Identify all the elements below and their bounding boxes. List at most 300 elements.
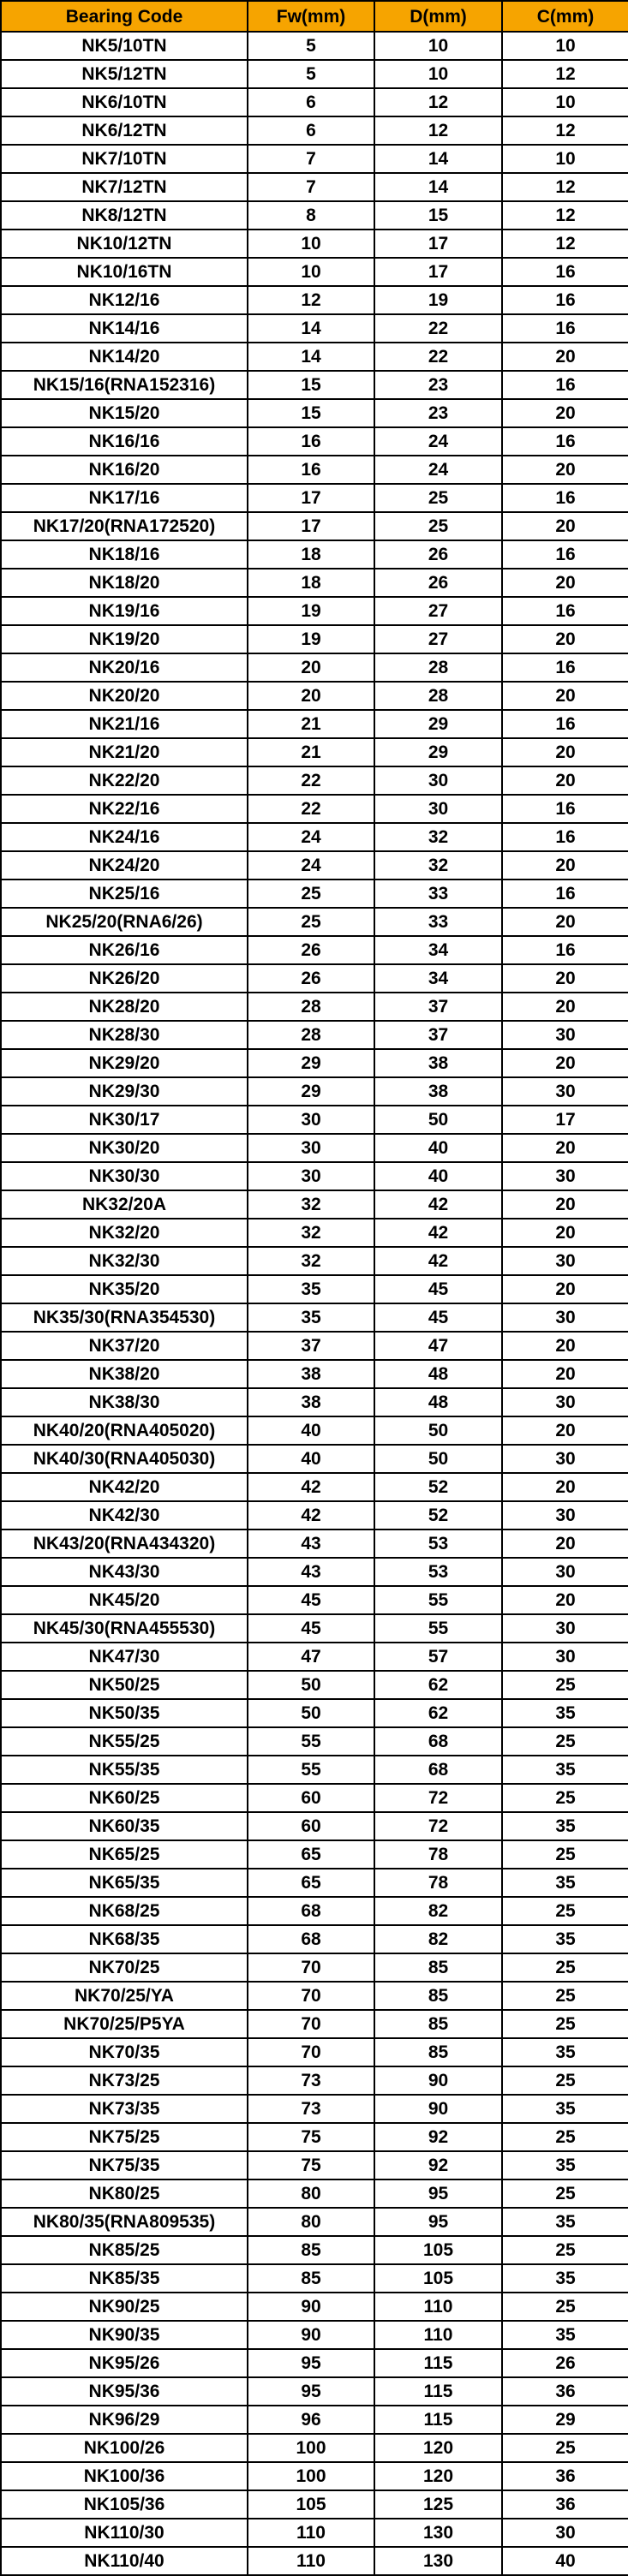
table-row (1, 682, 628, 710)
table-row (1, 2321, 628, 2349)
cell-c: 20 (502, 1049, 628, 1077)
cell-c: 20 (502, 399, 628, 427)
cell-fw: 15 (248, 399, 374, 427)
cell-d: 78 (374, 1840, 502, 1869)
table-row (1, 258, 628, 286)
cell-d: 62 (374, 1671, 502, 1699)
cell-bearing-code: NK55/25 (1, 1727, 248, 1756)
table-row (1, 1558, 628, 1586)
cell-fw: 80 (248, 2179, 374, 2208)
cell-c: 12 (502, 116, 628, 145)
table-row (1, 371, 628, 399)
table-row (1, 1727, 628, 1756)
cell-d: 33 (374, 908, 502, 936)
cell-bearing-code: NK10/12TN (1, 230, 248, 258)
cell-bearing-code: NK17/16 (1, 484, 248, 512)
cell-fw: 19 (248, 597, 374, 625)
table-row (1, 399, 628, 427)
cell-fw: 40 (248, 1416, 374, 1445)
table-row (1, 1388, 628, 1416)
cell-c: 25 (502, 2179, 628, 2208)
cell-bearing-code: NK105/36 (1, 2490, 248, 2519)
cell-c: 30 (502, 1558, 628, 1586)
cell-d: 34 (374, 936, 502, 964)
cell-d: 85 (374, 2010, 502, 2038)
cell-d: 90 (374, 2066, 502, 2095)
cell-c: 16 (502, 286, 628, 314)
cell-d: 115 (374, 2406, 502, 2434)
cell-fw: 14 (248, 314, 374, 343)
cell-c: 20 (502, 1416, 628, 1445)
table-row (1, 1953, 628, 1982)
cell-fw: 6 (248, 116, 374, 145)
cell-c: 16 (502, 258, 628, 286)
cell-fw: 95 (248, 2349, 374, 2377)
cell-d: 24 (374, 456, 502, 484)
cell-d: 14 (374, 145, 502, 173)
cell-c: 30 (502, 1077, 628, 1106)
cell-d: 130 (374, 2547, 502, 2575)
cell-c: 35 (502, 1869, 628, 1897)
table-row (1, 484, 628, 512)
cell-c: 25 (502, 2123, 628, 2151)
table-row (1, 1077, 628, 1106)
cell-c: 20 (502, 851, 628, 880)
cell-fw: 42 (248, 1473, 374, 1501)
cell-d: 130 (374, 2519, 502, 2547)
cell-bearing-code: NK73/25 (1, 2066, 248, 2095)
cell-bearing-code: NK65/35 (1, 1869, 248, 1897)
cell-c: 35 (502, 1699, 628, 1727)
cell-bearing-code: NK30/20 (1, 1134, 248, 1162)
cell-fw: 6 (248, 88, 374, 116)
cell-d: 120 (374, 2462, 502, 2490)
cell-d: 24 (374, 427, 502, 456)
cell-c: 30 (502, 1162, 628, 1190)
table-row (1, 1416, 628, 1445)
cell-c: 20 (502, 625, 628, 653)
table-row (1, 2066, 628, 2095)
table-row (1, 1812, 628, 1840)
table-row (1, 88, 628, 116)
cell-bearing-code: NK60/35 (1, 1812, 248, 1840)
table-row (1, 1699, 628, 1727)
table-row (1, 1614, 628, 1643)
cell-d: 40 (374, 1134, 502, 1162)
cell-d: 78 (374, 1869, 502, 1897)
cell-d: 48 (374, 1360, 502, 1388)
cell-d: 52 (374, 1501, 502, 1530)
table-header (1, 1, 628, 32)
cell-d: 95 (374, 2208, 502, 2236)
table-row (1, 145, 628, 173)
cell-d: 92 (374, 2151, 502, 2179)
cell-fw: 20 (248, 653, 374, 682)
cell-fw: 25 (248, 908, 374, 936)
cell-fw: 16 (248, 456, 374, 484)
cell-fw: 28 (248, 1021, 374, 1049)
table-row (1, 2264, 628, 2293)
cell-fw: 17 (248, 512, 374, 540)
cell-bearing-code: NK95/36 (1, 2377, 248, 2406)
cell-c: 16 (502, 710, 628, 738)
cell-d: 50 (374, 1106, 502, 1134)
cell-fw: 100 (248, 2462, 374, 2490)
cell-d: 42 (374, 1247, 502, 1275)
cell-fw: 8 (248, 201, 374, 230)
cell-bearing-code: NK25/16 (1, 880, 248, 908)
cell-d: 72 (374, 1784, 502, 1812)
cell-d: 40 (374, 1162, 502, 1190)
cell-fw: 42 (248, 1501, 374, 1530)
cell-fw: 38 (248, 1388, 374, 1416)
cell-fw: 43 (248, 1530, 374, 1558)
table-row (1, 230, 628, 258)
cell-fw: 95 (248, 2377, 374, 2406)
cell-d: 37 (374, 1021, 502, 1049)
cell-bearing-code: NK42/30 (1, 1501, 248, 1530)
cell-c: 30 (502, 1445, 628, 1473)
cell-bearing-code: NK73/35 (1, 2095, 248, 2123)
cell-d: 68 (374, 1756, 502, 1784)
cell-c: 36 (502, 2377, 628, 2406)
cell-c: 25 (502, 2066, 628, 2095)
table-row (1, 738, 628, 766)
table-row (1, 795, 628, 823)
cell-bearing-code: NK100/36 (1, 2462, 248, 2490)
table-row (1, 2547, 628, 2575)
cell-d: 32 (374, 823, 502, 851)
cell-c: 20 (502, 1360, 628, 1388)
cell-c: 16 (502, 427, 628, 456)
cell-c: 20 (502, 993, 628, 1021)
cell-fw: 32 (248, 1219, 374, 1247)
cell-bearing-code: NK20/16 (1, 653, 248, 682)
cell-bearing-code: NK37/20 (1, 1332, 248, 1360)
cell-d: 26 (374, 540, 502, 569)
table-row (1, 908, 628, 936)
cell-d: 28 (374, 682, 502, 710)
cell-c: 25 (502, 1982, 628, 2010)
cell-bearing-code: NK15/16(RNA152316) (1, 371, 248, 399)
cell-c: 30 (502, 1303, 628, 1332)
cell-c: 20 (502, 1473, 628, 1501)
cell-bearing-code: NK10/16TN (1, 258, 248, 286)
cell-d: 30 (374, 766, 502, 795)
table-row (1, 993, 628, 1021)
table-row (1, 201, 628, 230)
table-row (1, 880, 628, 908)
cell-d: 14 (374, 173, 502, 201)
cell-c: 20 (502, 964, 628, 993)
cell-fw: 35 (248, 1303, 374, 1332)
cell-c: 30 (502, 2519, 628, 2547)
cell-bearing-code: NK85/25 (1, 2236, 248, 2264)
cell-fw: 60 (248, 1812, 374, 1840)
cell-c: 20 (502, 738, 628, 766)
cell-fw: 70 (248, 1982, 374, 2010)
table-row (1, 2462, 628, 2490)
cell-c: 35 (502, 1925, 628, 1953)
cell-bearing-code: NK35/20 (1, 1275, 248, 1303)
cell-bearing-code: NK19/20 (1, 625, 248, 653)
cell-c: 36 (502, 2490, 628, 2519)
cell-fw: 50 (248, 1699, 374, 1727)
cell-fw: 18 (248, 569, 374, 597)
table-row (1, 2095, 628, 2123)
cell-d: 33 (374, 880, 502, 908)
cell-fw: 50 (248, 1671, 374, 1699)
table-row (1, 1530, 628, 1558)
table-row (1, 2519, 628, 2547)
cell-bearing-code: NK68/35 (1, 1925, 248, 1953)
cell-c: 30 (502, 1643, 628, 1671)
cell-bearing-code: NK30/17 (1, 1106, 248, 1134)
table-row (1, 1445, 628, 1473)
cell-bearing-code: NK21/16 (1, 710, 248, 738)
cell-d: 15 (374, 201, 502, 230)
cell-bearing-code: NK38/20 (1, 1360, 248, 1388)
cell-bearing-code: NK28/30 (1, 1021, 248, 1049)
cell-d: 38 (374, 1077, 502, 1106)
cell-d: 82 (374, 1925, 502, 1953)
cell-fw: 22 (248, 795, 374, 823)
cell-bearing-code: NK90/25 (1, 2293, 248, 2321)
cell-bearing-code: NK7/10TN (1, 145, 248, 173)
cell-bearing-code: NK50/25 (1, 1671, 248, 1699)
cell-d: 27 (374, 597, 502, 625)
cell-d: 34 (374, 964, 502, 993)
cell-bearing-code: NK40/20(RNA405020) (1, 1416, 248, 1445)
cell-fw: 29 (248, 1077, 374, 1106)
table-row (1, 1840, 628, 1869)
cell-fw: 90 (248, 2293, 374, 2321)
cell-c: 25 (502, 2010, 628, 2038)
cell-c: 20 (502, 1275, 628, 1303)
cell-d: 29 (374, 738, 502, 766)
cell-fw: 110 (248, 2519, 374, 2547)
cell-bearing-code: NK38/30 (1, 1388, 248, 1416)
cell-bearing-code: NK5/12TN (1, 60, 248, 88)
cell-fw: 110 (248, 2547, 374, 2575)
table-row (1, 60, 628, 88)
cell-fw: 70 (248, 1953, 374, 1982)
cell-d: 85 (374, 1953, 502, 1982)
cell-bearing-code: NK45/20 (1, 1586, 248, 1614)
cell-c: 10 (502, 88, 628, 116)
cell-bearing-code: NK8/12TN (1, 201, 248, 230)
cell-fw: 15 (248, 371, 374, 399)
cell-bearing-code: NK47/30 (1, 1643, 248, 1671)
table-row (1, 1162, 628, 1190)
cell-d: 22 (374, 343, 502, 371)
cell-bearing-code: NK75/25 (1, 2123, 248, 2151)
cell-d: 38 (374, 1049, 502, 1077)
cell-c: 25 (502, 1671, 628, 1699)
cell-fw: 38 (248, 1360, 374, 1388)
table-row (1, 597, 628, 625)
table-row (1, 1106, 628, 1134)
cell-d: 48 (374, 1388, 502, 1416)
table-row (1, 1247, 628, 1275)
table-row (1, 2434, 628, 2462)
cell-c: 29 (502, 2406, 628, 2434)
cell-d: 50 (374, 1445, 502, 1473)
cell-d: 105 (374, 2264, 502, 2293)
cell-d: 45 (374, 1303, 502, 1332)
cell-bearing-code: NK70/35 (1, 2038, 248, 2066)
cell-fw: 7 (248, 145, 374, 173)
table-row (1, 540, 628, 569)
cell-c: 17 (502, 1106, 628, 1134)
header-row (1, 1, 628, 32)
cell-bearing-code: NK6/10TN (1, 88, 248, 116)
cell-fw: 10 (248, 230, 374, 258)
cell-fw: 24 (248, 823, 374, 851)
cell-fw: 19 (248, 625, 374, 653)
cell-d: 30 (374, 795, 502, 823)
cell-c: 35 (502, 2095, 628, 2123)
table-row (1, 314, 628, 343)
cell-d: 12 (374, 116, 502, 145)
cell-c: 20 (502, 682, 628, 710)
cell-c: 10 (502, 32, 628, 60)
cell-fw: 73 (248, 2095, 374, 2123)
cell-fw: 5 (248, 32, 374, 60)
cell-bearing-code: NK43/30 (1, 1558, 248, 1586)
table-row (1, 1501, 628, 1530)
cell-bearing-code: NK18/20 (1, 569, 248, 597)
cell-bearing-code: NK32/30 (1, 1247, 248, 1275)
cell-fw: 45 (248, 1614, 374, 1643)
cell-fw: 100 (248, 2434, 374, 2462)
table-row (1, 1869, 628, 1897)
cell-bearing-code: NK24/16 (1, 823, 248, 851)
cell-d: 27 (374, 625, 502, 653)
cell-fw: 14 (248, 343, 374, 371)
cell-d: 50 (374, 1416, 502, 1445)
cell-d: 85 (374, 2038, 502, 2066)
cell-bearing-code: NK32/20A (1, 1190, 248, 1219)
cell-bearing-code: NK75/35 (1, 2151, 248, 2179)
table-row (1, 1360, 628, 1388)
cell-d: 29 (374, 710, 502, 738)
cell-c: 16 (502, 371, 628, 399)
table-row (1, 1586, 628, 1614)
cell-fw: 28 (248, 993, 374, 1021)
cell-d: 95 (374, 2179, 502, 2208)
cell-bearing-code: NK7/12TN (1, 173, 248, 201)
table-row (1, 2123, 628, 2151)
cell-bearing-code: NK80/35(RNA809535) (1, 2208, 248, 2236)
cell-c: 25 (502, 2293, 628, 2321)
header-c: C(mm) (502, 1, 628, 32)
cell-bearing-code: NK14/20 (1, 343, 248, 371)
table-body (1, 32, 628, 2575)
cell-c: 12 (502, 60, 628, 88)
cell-c: 12 (502, 173, 628, 201)
cell-d: 52 (374, 1473, 502, 1501)
table-row (1, 625, 628, 653)
table-row (1, 1897, 628, 1925)
cell-d: 53 (374, 1530, 502, 1558)
cell-d: 45 (374, 1275, 502, 1303)
cell-bearing-code: NK95/26 (1, 2349, 248, 2377)
cell-c: 20 (502, 1530, 628, 1558)
cell-c: 35 (502, 2264, 628, 2293)
cell-d: 42 (374, 1219, 502, 1247)
cell-bearing-code: NK24/20 (1, 851, 248, 880)
cell-bearing-code: NK70/25 (1, 1953, 248, 1982)
cell-c: 20 (502, 908, 628, 936)
cell-fw: 26 (248, 936, 374, 964)
cell-bearing-code: NK20/20 (1, 682, 248, 710)
cell-bearing-code: NK6/12TN (1, 116, 248, 145)
table-row (1, 286, 628, 314)
cell-c: 25 (502, 2236, 628, 2264)
cell-fw: 65 (248, 1869, 374, 1897)
table-row (1, 1049, 628, 1077)
cell-bearing-code: NK42/20 (1, 1473, 248, 1501)
cell-d: 85 (374, 1982, 502, 2010)
cell-fw: 21 (248, 710, 374, 738)
cell-bearing-code: NK12/16 (1, 286, 248, 314)
cell-c: 20 (502, 1190, 628, 1219)
table-row (1, 2038, 628, 2066)
cell-c: 35 (502, 1812, 628, 1840)
cell-fw: 70 (248, 2038, 374, 2066)
cell-d: 47 (374, 1332, 502, 1360)
cell-d: 110 (374, 2293, 502, 2321)
cell-bearing-code: NK85/35 (1, 2264, 248, 2293)
table-row (1, 2490, 628, 2519)
table-row (1, 1473, 628, 1501)
table-row (1, 2406, 628, 2434)
cell-bearing-code: NK60/25 (1, 1784, 248, 1812)
cell-fw: 68 (248, 1925, 374, 1953)
cell-bearing-code: NK18/16 (1, 540, 248, 569)
cell-bearing-code: NK65/25 (1, 1840, 248, 1869)
cell-d: 26 (374, 569, 502, 597)
cell-d: 115 (374, 2377, 502, 2406)
cell-d: 115 (374, 2349, 502, 2377)
cell-c: 20 (502, 343, 628, 371)
cell-fw: 96 (248, 2406, 374, 2434)
cell-fw: 12 (248, 286, 374, 314)
table-row (1, 1784, 628, 1812)
cell-d: 25 (374, 512, 502, 540)
cell-bearing-code: NK16/20 (1, 456, 248, 484)
cell-bearing-code: NK68/25 (1, 1897, 248, 1925)
cell-bearing-code: NK35/30(RNA354530) (1, 1303, 248, 1332)
cell-fw: 70 (248, 2010, 374, 2038)
table-row (1, 2293, 628, 2321)
cell-c: 12 (502, 201, 628, 230)
cell-fw: 7 (248, 173, 374, 201)
cell-bearing-code: NK40/30(RNA405030) (1, 1445, 248, 1473)
cell-fw: 16 (248, 427, 374, 456)
table-row (1, 343, 628, 371)
table-row (1, 2010, 628, 2038)
cell-c: 25 (502, 1897, 628, 1925)
cell-fw: 35 (248, 1275, 374, 1303)
cell-bearing-code: NK110/30 (1, 2519, 248, 2547)
cell-fw: 29 (248, 1049, 374, 1077)
cell-c: 16 (502, 540, 628, 569)
cell-c: 20 (502, 569, 628, 597)
cell-c: 30 (502, 1388, 628, 1416)
cell-bearing-code: NK14/16 (1, 314, 248, 343)
